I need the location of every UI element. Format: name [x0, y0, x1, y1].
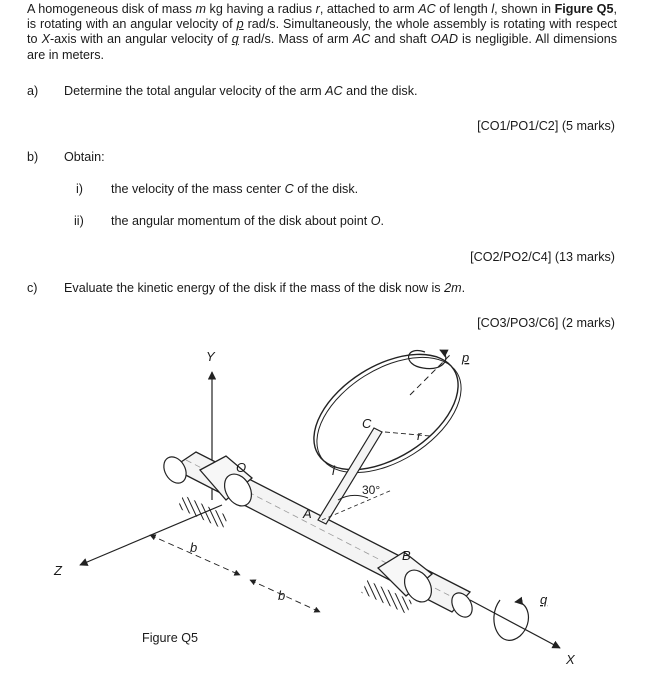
question-c-marks: [CO3/PO3/C6] (2 marks) — [477, 316, 615, 330]
question-c-text: Evaluate the kinetic energy of the disk if the mass of the disk now is 2m. — [64, 281, 466, 295]
q-rotation-arrow — [494, 600, 529, 640]
question-a-text: Determine the total angular velocity of the arm AC and the disk. — [64, 84, 418, 98]
question-b-i-label: i) — [76, 182, 83, 196]
label-o: O — [236, 460, 247, 475]
label-c: C — [362, 416, 372, 431]
label-b: B — [402, 548, 411, 563]
label-p: p — [462, 350, 470, 365]
label-b2: b — [278, 588, 286, 603]
question-b-text: Obtain: — [64, 150, 105, 164]
problem-statement: A homogeneous disk of mass m kg having a radius r, attached to arm AC of length l, shown in Figure Q5, is rotating with an angular velocity of p rad/s. Simultaneously, the whole assembly is rotating with respect to X-axis with an angular velocity of q rad/s. Mass of arm AC and shaft OAD is negligible. All dimensions are in meters. — [27, 2, 618, 62]
question-a-label: a) — [27, 84, 39, 98]
question-b-ii-label: ii) — [74, 214, 84, 228]
label-x: X — [566, 652, 575, 667]
figure-caption: Figure Q5 — [142, 631, 198, 645]
question-b-i-text: the velocity of the mass center C of the disk. — [111, 182, 359, 196]
label-r: r — [417, 428, 422, 443]
label-l: l — [332, 463, 335, 478]
question-c-label: c) — [27, 281, 38, 295]
label-y: Y — [206, 349, 215, 364]
label-b1: b — [190, 540, 198, 555]
x-axis — [470, 600, 560, 648]
left-support-ground — [177, 495, 228, 529]
disk — [294, 331, 481, 497]
question-b-marks: [CO2/PO2/C4] (13 marks) — [470, 250, 615, 264]
label-a: A — [303, 506, 312, 521]
label-angle: 30° — [362, 483, 381, 497]
question-b-ii-text: the angular momentum of the disk about point O. — [111, 214, 385, 228]
bearing-right — [378, 552, 476, 621]
label-q: q — [540, 592, 548, 607]
label-z: Z — [54, 563, 62, 578]
question-b-label: b) — [27, 150, 39, 164]
question-a-marks: [CO1/PO1/C2] (5 marks) — [477, 119, 615, 133]
